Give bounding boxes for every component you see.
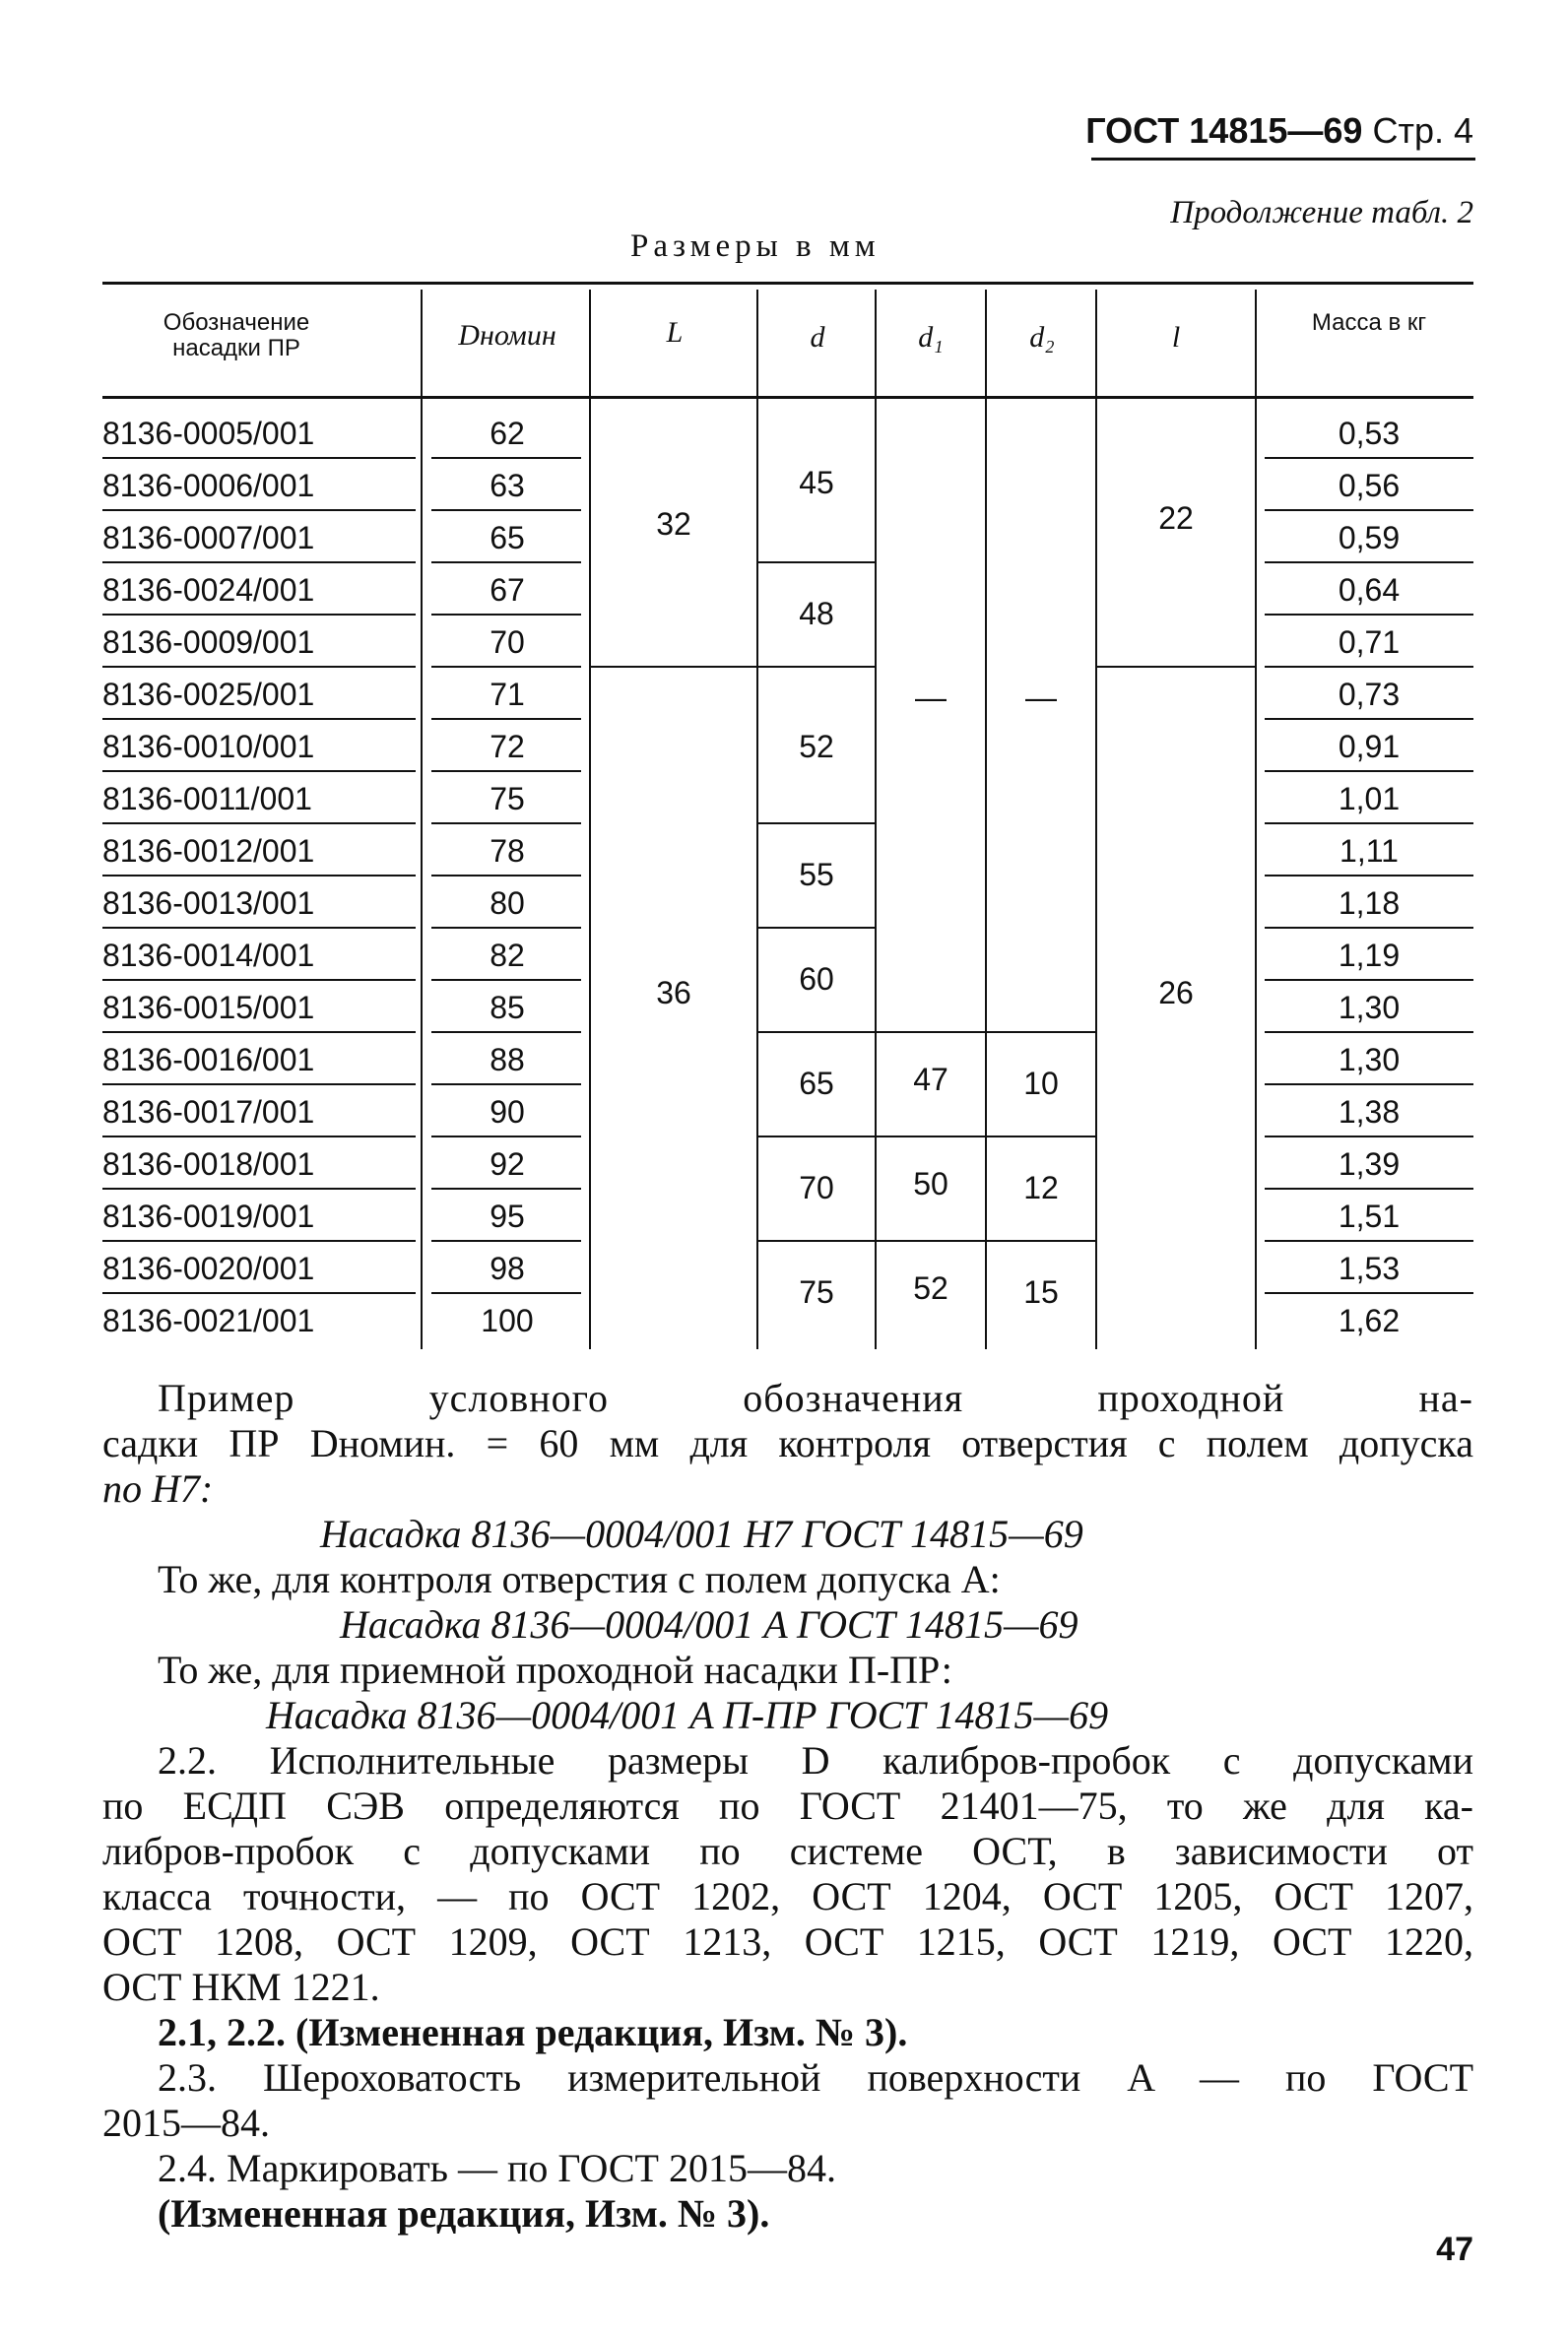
group-line-L [591, 666, 756, 668]
cell-designation: 8136-0019/001 [102, 1199, 315, 1234]
header-rule [1091, 158, 1475, 161]
cell-dnom: 90 [490, 1094, 525, 1130]
cell-d2-dash: — [1025, 680, 1057, 715]
cell-d2-group: 15 [1023, 1274, 1059, 1310]
cell-mass: 0,73 [1338, 677, 1401, 712]
example-line-2: садки ПР Dномин. = 60 мм для контроля отверстия с полем допуска [102, 1421, 1473, 1465]
col-header-d1: d₁ [918, 321, 944, 354]
example-line-3: по H7: [102, 1466, 214, 1511]
cell-dnom: 100 [481, 1303, 534, 1338]
designation-formula-1: Насадка 8136—0004/001 H7 ГОСТ 14815—69 [320, 1512, 1083, 1556]
cell-designation: 8136-0016/001 [102, 1042, 315, 1077]
cell-designation: 8136-0024/001 [102, 572, 315, 608]
group-line-d [758, 1136, 875, 1137]
cell-mass: 1,01 [1338, 781, 1401, 816]
cell-d2-group: 10 [1023, 1066, 1059, 1101]
table-units-caption: Размеры в мм [630, 228, 881, 264]
group-line-d2 [987, 1136, 1095, 1137]
para-2-3-line-1: 2.3. Шероховатость измерительной поверхности A — по ГОСТ [158, 2055, 1473, 2100]
cell-mass: 1,51 [1338, 1199, 1401, 1234]
cell-mass: 1,39 [1338, 1146, 1401, 1182]
cell-designation: 8136-0017/001 [102, 1094, 315, 1130]
cell-dnom: 67 [490, 572, 525, 608]
same-line-1: То же, для контроля отверстия с полем допуска A: [158, 1557, 1001, 1601]
para-2-2-line-1: 2.2. Исполнительные размеры D калибров-пробок с допусками [158, 1738, 1473, 1783]
cell-designation: 8136-0015/001 [102, 990, 315, 1025]
para-2-2-line-3: либров-пробок с допусками по системе ОСТ, в зависимости от [102, 1829, 1473, 1873]
cell-d2-group: 12 [1023, 1170, 1059, 1205]
cell-dnom: 88 [490, 1042, 525, 1077]
para-2-2-line-2: по ЕСДП СЭВ определяются по ГОСТ 21401—75, то же для ка- [102, 1784, 1473, 1828]
cell-dnom: 95 [490, 1199, 525, 1234]
cell-d1-group: 52 [913, 1270, 948, 1306]
group-line-d [758, 666, 875, 668]
col-divider [589, 290, 591, 1349]
same-line-2: То же, для приемной проходной насадки П-ПР: [158, 1648, 952, 1692]
cell-designation: 8136-0011/001 [102, 781, 312, 816]
group-line-d [758, 822, 875, 824]
col-header-mass: Масса в кг [1311, 309, 1427, 336]
group-line-l [1097, 666, 1255, 668]
cell-dnom: 62 [490, 416, 525, 451]
cell-designation: 8136-0007/001 [102, 520, 315, 555]
cell-mass: 0,71 [1338, 624, 1401, 660]
group-line-d2 [987, 1031, 1095, 1033]
cell-mass: 1,38 [1338, 1094, 1401, 1130]
cell-designation: 8136-0013/001 [102, 885, 315, 921]
col-header-l: l [1171, 321, 1181, 354]
cell-mass: 1,30 [1338, 990, 1401, 1025]
cell-d-group: 48 [799, 596, 834, 631]
cell-mass: 1,11 [1339, 833, 1399, 869]
cell-l-group: 22 [1158, 500, 1194, 536]
cell-d1-group: 47 [913, 1062, 948, 1097]
para-2-4: 2.4. Маркировать — по ГОСТ 2015—84. [158, 2146, 836, 2190]
amendment-note-2: (Измененная редакция, Изм. № 3). [158, 2191, 770, 2236]
cell-d-group: 55 [799, 857, 834, 892]
group-line-d2 [987, 1240, 1095, 1242]
cell-mass: 1,18 [1338, 885, 1401, 921]
para-2-2-line-5: ОСТ 1208, ОСТ 1209, ОСТ 1213, ОСТ 1215, ОСТ 1219, ОСТ 1220, [102, 1919, 1473, 1964]
cell-mass: 0,59 [1338, 520, 1401, 555]
cell-dnom: 63 [490, 468, 525, 503]
para-2-2-line-4: класса точности, — по ОСТ 1202, ОСТ 1204, ОСТ 1205, ОСТ 1207, [102, 1874, 1473, 1918]
group-line-d [758, 1240, 875, 1242]
cell-mass: 1,62 [1338, 1303, 1401, 1338]
cell-L-group: 36 [656, 975, 691, 1010]
cell-designation: 8136-0005/001 [102, 416, 315, 451]
cell-designation: 8136-0006/001 [102, 468, 315, 503]
cell-l-group: 26 [1158, 975, 1194, 1010]
cell-dnom: 82 [490, 938, 525, 973]
cell-dnom: 80 [490, 885, 525, 921]
cell-dnom: 72 [490, 729, 525, 764]
cell-designation: 8136-0025/001 [102, 677, 315, 712]
cell-d1-dash: — [915, 680, 947, 715]
group-line-d1 [877, 1031, 985, 1033]
group-line-d [758, 927, 875, 929]
table-header-rule [102, 396, 1473, 399]
cell-d-group: 52 [799, 729, 834, 764]
example-line-1: Пример условного обозначения проходной на- [158, 1376, 1473, 1420]
group-line-d [758, 1031, 875, 1033]
cell-mass: 1,30 [1338, 1042, 1401, 1077]
cell-d-group: 60 [799, 961, 834, 997]
running-header [1085, 110, 1473, 152]
group-line-d1 [877, 1136, 985, 1137]
cell-mass: 0,91 [1338, 729, 1401, 764]
cell-designation: 8136-0010/001 [102, 729, 315, 764]
cell-designation: 8136-0009/001 [102, 624, 315, 660]
cell-mass: 0,56 [1338, 468, 1401, 503]
cell-designation: 8136-0020/001 [102, 1251, 315, 1286]
cell-dnom: 78 [490, 833, 525, 869]
cell-dnom: 65 [490, 520, 525, 555]
cell-designation: 8136-0018/001 [102, 1146, 315, 1182]
col-header-L: L [666, 316, 684, 349]
designation-formula-3: Насадка 8136—0004/001 A П-ПР ГОСТ 14815—69 [266, 1693, 1109, 1737]
cell-designation: 8136-0021/001 [102, 1303, 315, 1338]
cell-mass: 0,53 [1338, 416, 1401, 451]
group-line-d1 [877, 1240, 985, 1242]
col-header-d2: d₂ [1029, 321, 1055, 354]
cell-d-group: 75 [799, 1274, 834, 1310]
cell-designation: 8136-0012/001 [102, 833, 315, 869]
cell-d-group: 45 [799, 465, 834, 500]
col-divider [1255, 290, 1257, 1349]
table-continuation-caption: Продолжение табл. 2 [1170, 195, 1473, 230]
cell-d-group: 70 [799, 1170, 834, 1205]
cell-mass: 1,19 [1338, 938, 1401, 973]
group-line-d [758, 561, 875, 563]
cell-L-group: 32 [656, 506, 691, 542]
col-header-d: d [810, 321, 825, 354]
amendment-note-1: 2.1, 2.2. (Измененная редакция, Изм. № 3). [158, 2010, 908, 2054]
cell-dnom: 85 [490, 990, 525, 1025]
standard-number: ГОСТ 14815—69 [1085, 110, 1363, 151]
cell-d-group: 65 [799, 1066, 834, 1101]
col-divider [421, 290, 423, 1349]
cell-d1-group: 50 [913, 1166, 948, 1201]
cell-mass: 1,53 [1338, 1251, 1401, 1286]
col-header-dnom [424, 319, 591, 352]
cell-dnom: 75 [490, 781, 525, 816]
col-header-designation: Обозначение насадки ПР [163, 309, 310, 361]
cell-designation: 8136-0014/001 [102, 938, 315, 973]
page-label: Стр. 4 [1372, 110, 1473, 151]
para-2-2-line-6: ОСТ НКМ 1221. [102, 1965, 380, 2009]
cell-dnom: 98 [490, 1251, 525, 1286]
page-number: 47 [1436, 2231, 1473, 2268]
col-divider [1095, 290, 1097, 1349]
cell-mass: 0,64 [1338, 572, 1401, 608]
designation-formula-2: Насадка 8136—0004/001 A ГОСТ 14815—69 [340, 1602, 1078, 1647]
para-2-3-line-2: 2015—84. [102, 2101, 270, 2145]
cell-dnom: 92 [490, 1146, 525, 1182]
cell-dnom: 71 [490, 677, 525, 712]
col-header-dnom-label: Dномин [458, 319, 556, 352]
cell-dnom: 70 [490, 624, 525, 660]
table-top-rule [102, 282, 1473, 285]
